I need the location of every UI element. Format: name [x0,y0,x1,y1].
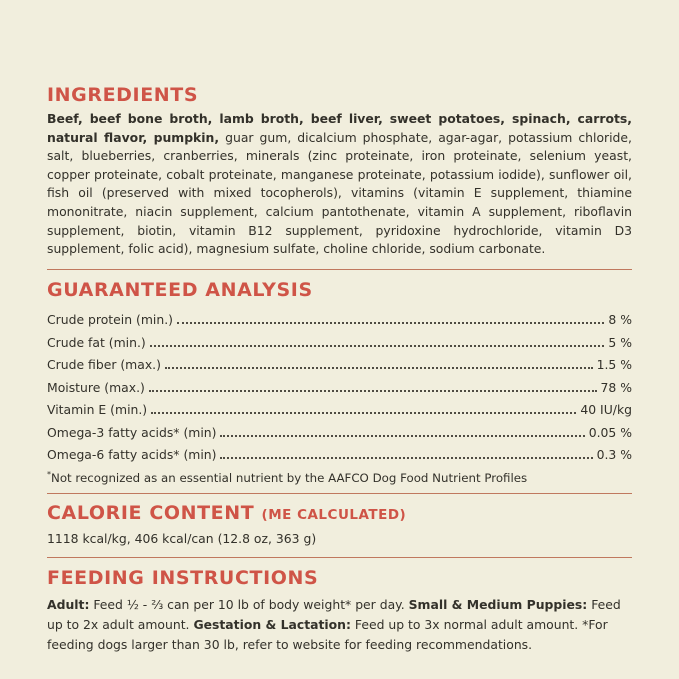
dot-leader [149,390,597,392]
analysis-value: 40 IU/kg [580,402,632,418]
analysis-label: Omega-3 fatty acids* (min) [47,424,217,440]
feeding-segment: Feed up to 2x adult amount. [47,597,621,632]
feeding-segment-adult: Adult: [47,597,90,613]
ingredients-primary: Beef, beef bone broth, lamb broth, beef liver, sweet potatoes, spinach, carrots, natural flavor, pumpkin, [47,111,632,145]
table-row [47,440,632,463]
analysis-label: Crude fiber (max.) [47,357,161,373]
calorie-content-section [47,502,632,546]
analysis-label: Crude protein (min.) [47,312,173,328]
feeding-instructions-text [47,595,632,654]
analysis-label: Moisture (max.) [47,379,145,395]
footnote-marker: * [47,470,51,480]
ingredients-secondary: guar gum, dicalcium phosphate, agar-agar, potassium chloride, salt, blueberries, cranberries, minerals (zinc proteinate, iron proteinate, selenium yeast, copper proteinate, cobalt proteinate, manganese proteinate, potassium iodide), sunflower oil, fish oil (preserved with mixed tocopherols), vitamins (vitamin E supplement, thiamine mononitrate, niacin supplement, calcium pantothenate, vitamin A supplement, riboflavin supplement, biotin, vitamin B12 supplement, pyridoxine hydrochloride, vitamin D3 supplement, folic acid), magnesium sulfate, choline chloride, sodium carbonate. [47,129,632,257]
analysis-value: 1.5 % [596,357,632,373]
dot-leader [220,457,592,459]
table-row [47,327,632,350]
table-row [47,395,632,418]
analysis-label: Omega-6 fatty acids* (min) [47,447,217,463]
dot-leader [220,435,584,437]
analysis-value: 8 % [608,312,632,328]
section-divider [47,269,632,270]
ingredients-list [47,110,632,259]
calorie-title-sub: (ME CALCULATED) [261,507,407,524]
dot-leader [150,345,605,347]
analysis-value: 78 % [600,379,632,395]
analysis-value: 0.05 % [588,424,632,440]
dot-leader [151,412,576,414]
table-row [47,305,632,328]
aafco-footnote [47,467,632,486]
table-row [47,417,632,440]
feeding-segment: Feed up to 3x normal adult amount. *For feeding dogs larger than 30 lb, refer to website for feeding recommendations. [47,616,608,652]
dot-leader [177,322,604,324]
feeding-segment: Feed ½ - ⅔ can per 10 lb of body weight* per day. [89,597,409,613]
section-divider [47,493,632,494]
dot-leader [165,367,593,369]
calorie-title-main: CALORIE CONTENT [47,502,255,525]
table-row [47,350,632,373]
feeding-instructions-title: FEEDING INSTRUCTIONS [47,567,319,590]
feeding-instructions-section [47,567,632,654]
guaranteed-analysis-section [47,279,632,486]
calorie-content-title [47,502,632,526]
footnote-text: Not recognized as an essential nutrient by the AAFCO Dog Food Nutrient Profiles [51,471,528,486]
ingredients-title: INGREDIENTS [47,84,199,106]
section-divider [47,557,632,558]
table-row [47,372,632,395]
analysis-label: Crude fat (min.) [47,334,146,350]
analysis-label: Vitamin E (min.) [47,402,148,418]
feeding-segment-gestation: Gestation & Lactation: [193,616,351,632]
guaranteed-analysis-title: GUARANTEED ANALYSIS [47,278,313,301]
analysis-value: 5 % [608,334,632,350]
ingredients-section [47,84,632,259]
feeding-segment-puppies: Small & Medium Puppies: [408,597,588,613]
calorie-values: 1118 kcal/kg, 406 kcal/can (12.8 oz, 363 g) [47,531,317,547]
analysis-value: 0.3 % [596,447,632,463]
analysis-table [47,305,632,463]
